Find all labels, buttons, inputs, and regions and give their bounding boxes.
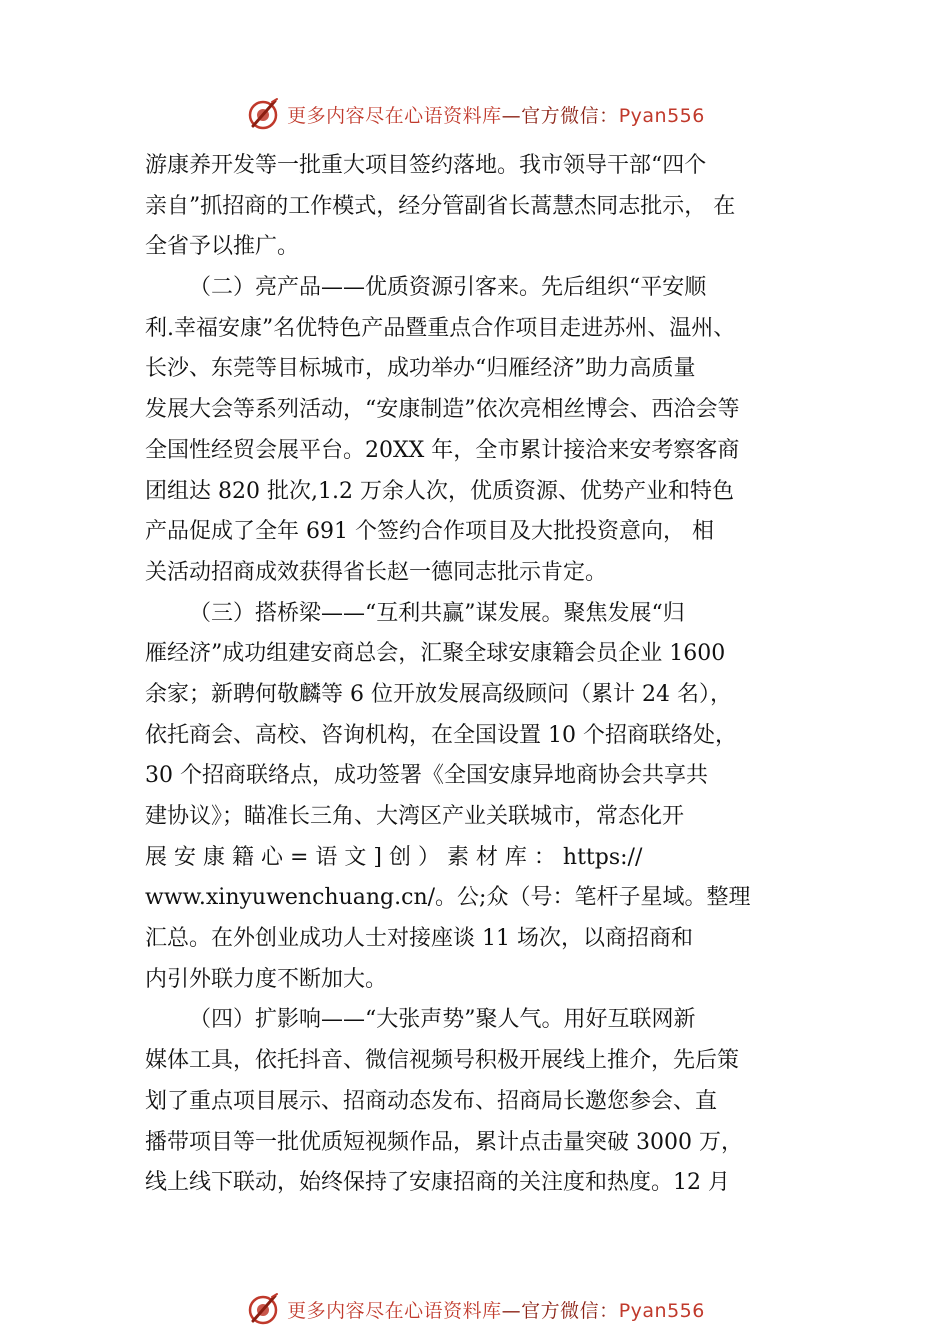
wechat-handle: Pyan556 [618,104,705,127]
text-line: 媒体工具，依托抖音、微信视频号积极开展线上推介，先后策 [145,1048,740,1074]
text-line: 产品促成了全年 691 个签约合作项目及大批投资意向， 相 [145,519,714,545]
text-line: 长沙、东莞等目标城市，成功举办“归雁经济”助力高质量 [145,356,696,382]
text-line: 利.幸福安康”名优特色产品暨重点合作项目走进苏州、温州、 [145,315,736,341]
text-line: 全国性经贸会展平台。20XX 年，全市累计接洽来安考察客商 [145,437,740,463]
text-line: 汇总。在外创业成功人士对接座谈 11 场次，以商招商和 [145,926,693,952]
header-text [287,101,705,128]
wechat-handle: Pyan556 [618,1299,705,1322]
text-line: 内引外联力度不断加大。 [145,966,388,992]
text-line: 发展大会等系列活动，“安康制造”依次亮相丝博会、西洽会等 [145,397,740,423]
text-line: 亲自”抓招商的工作模式，经分管副省长蒿慧杰同志批示， 在 [145,193,736,219]
text-line: 游康养开发等一批重大项目签约落地。我市领导干部“四个 [145,153,707,178]
brush-circle-icon [245,1291,281,1327]
brush-circle-icon [245,96,281,132]
text-line: 30 个招商联络点，成功签署《全国安康异地商协会共享共 [145,763,708,789]
site-name: 更多内容尽在心语资料库 [287,104,502,127]
site-name: 更多内容尽在心语资料库 [287,1299,502,1322]
text-line: www.xinyuwenchuang.cn/。公;众（号：笔杆子星域。整理 [145,885,751,911]
wechat-label: 官方微信： [521,104,619,127]
document-body [145,146,825,1204]
paragraph-start: （四）扩影响——“大张声势”聚人气。用好互联网新 [189,1007,696,1033]
footer-banner [0,1289,950,1329]
text-line: 依托商会、高校、咨询机构，在全国设置 10 个招商联络处， [145,722,737,748]
text-line: 余家；新聘何敬麟等 6 位开放发展高级顾问（累计 24 名）， [145,681,732,707]
text-line: 建协议》；瞄准长三角、大湾区产业关联城市，常态化开 [145,804,685,829]
header-banner [0,94,950,134]
dash: — [501,104,522,127]
text-line: 雁经济”成功组建安商总会，汇聚全球安康籍会员企业 1600 [145,641,726,667]
text-line: 关活动招商成效获得省长赵一德同志批示肯定。 [145,559,608,585]
text-line: 划了重点项目展示、招商动态发布、招商局长邀您参会、直 [145,1088,718,1114]
text-line: 展 安 康 籍 心 = 语 文 ] 创 ） 素 材 库 ： https:// [145,844,643,870]
wechat-label: 官方微信： [521,1299,619,1322]
text-line: 团组达 820 批次,1.2 万余人次，优质资源、优势产业和特色 [145,478,734,504]
text-line: 播带项目等一批优质短视频作品，累计点击量突破 3000 万， [145,1129,743,1155]
text-line: 全省予以推广。 [145,234,300,260]
paragraph-start: （二）亮产品——优质资源引客来。先后组织“平安顺 [189,275,707,301]
footer-text [287,1296,705,1323]
paragraph-start: （三）搭桥梁——“互利共赢”谋发展。聚焦发展“归 [189,600,685,626]
text-line: 线上线下联动，始终保持了安康招商的关注度和热度。12 月 [145,1170,730,1196]
dash: — [501,1299,522,1322]
